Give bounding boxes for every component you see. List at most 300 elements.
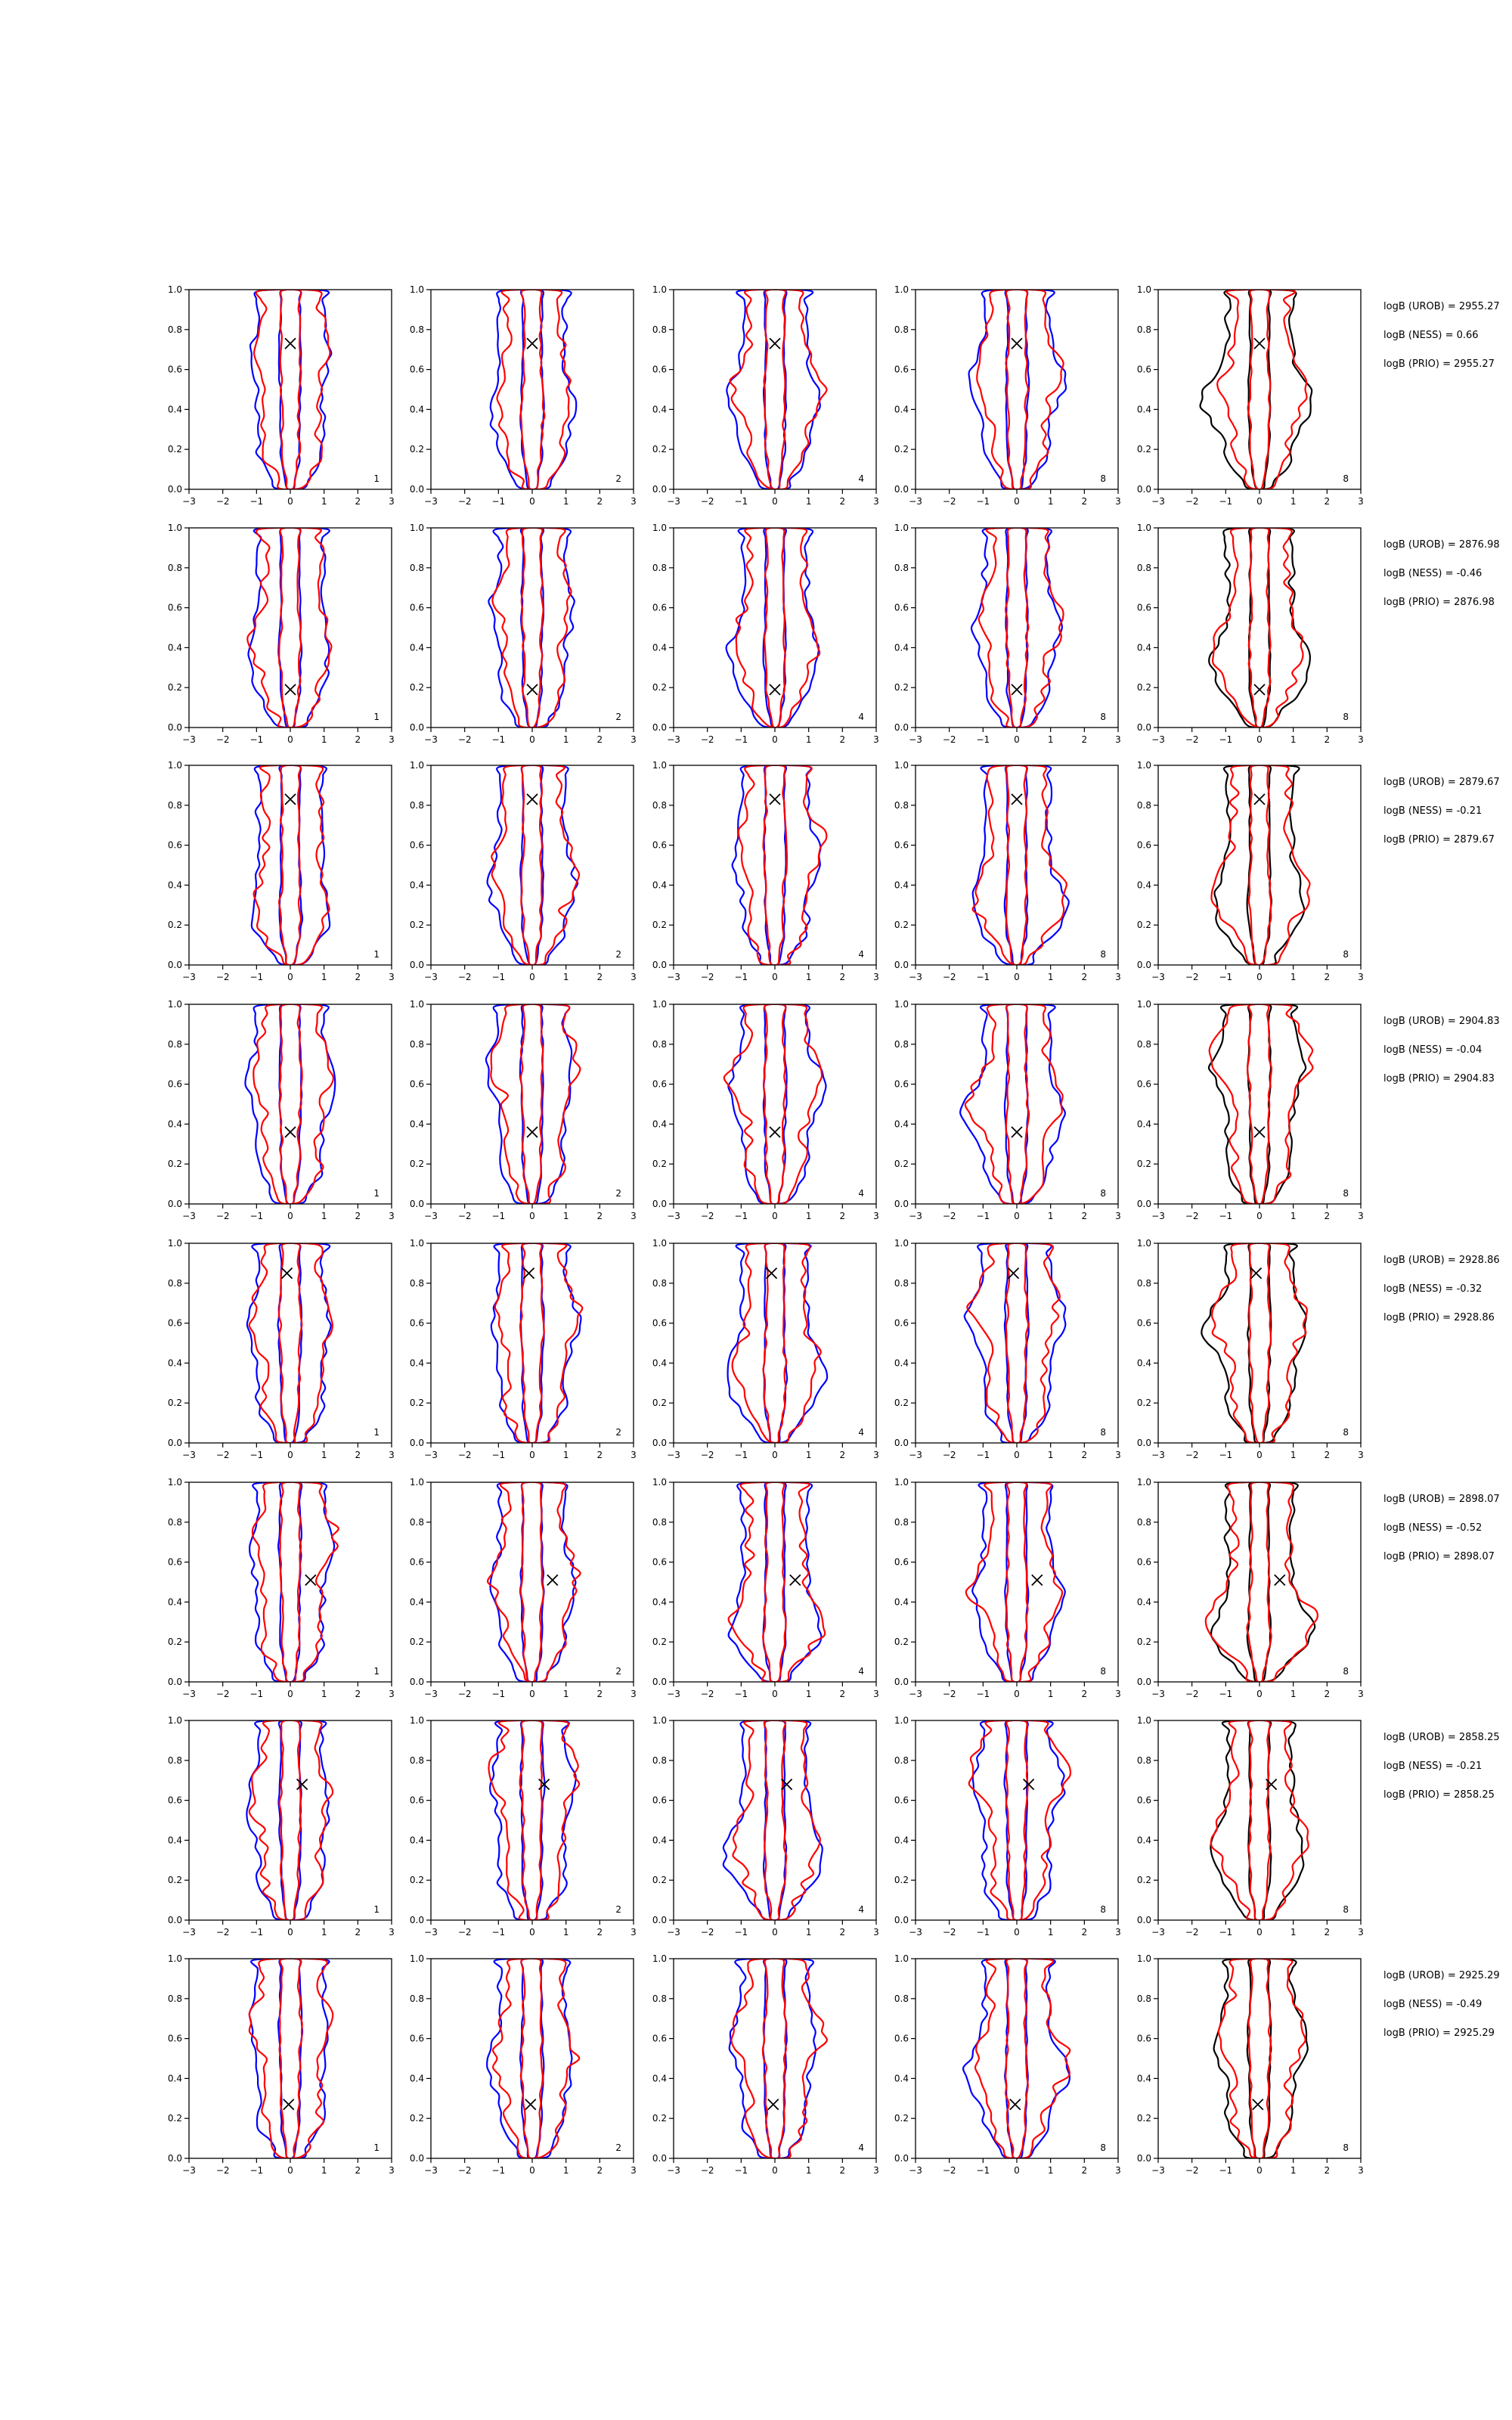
y-tick-label: 0.8 — [652, 1993, 667, 2004]
contour-red-inner-r5-c3 — [764, 1243, 787, 1443]
panel-label-r3-c2: 2 — [615, 949, 621, 960]
y-tick-label: 0.8 — [409, 1516, 424, 1528]
contour-red-outer-r4-c4 — [965, 1004, 1063, 1204]
x-tick-label: −3 — [1151, 1211, 1165, 1221]
x-tick-label: −3 — [909, 1927, 922, 1938]
annotation-r5-1: logB (UROB) = 2928.86 — [1383, 1255, 1500, 1266]
x-tick-label: −1 — [249, 2165, 264, 2176]
y-tick-label: 0.4 — [894, 1835, 909, 1846]
y-tick-label: 0.6 — [409, 1556, 424, 1568]
x-tick-label: 0 — [1014, 1689, 1020, 1699]
y-tick-label: 0.0 — [652, 1199, 667, 1209]
panel-frame-r5-c4 — [916, 1243, 1118, 1443]
contour-red-outer-r7-c5 — [1211, 1720, 1309, 1920]
contour-outer-r1-c5 — [1201, 290, 1312, 489]
y-tick-label: 0.6 — [409, 364, 424, 375]
x-tick-label: 3 — [631, 496, 637, 507]
y-tick-label: 0.6 — [1136, 602, 1151, 613]
y-tick-label: 1.0 — [894, 1715, 909, 1726]
contour-red-inner-r6-c1 — [280, 1482, 301, 1682]
x-tick-label: −3 — [667, 496, 680, 507]
marker-x-r2-c1 — [285, 684, 296, 695]
y-tick-label: 0.0 — [167, 960, 182, 970]
x-tick-label: 0 — [1256, 972, 1263, 982]
contour-red-inner-r1-c4 — [1006, 290, 1028, 489]
x-tick-label: −2 — [1185, 1689, 1199, 1699]
y-tick-label: 1.0 — [1136, 760, 1151, 771]
x-tick-label: −3 — [1151, 496, 1165, 507]
y-tick-label: 0.8 — [894, 324, 909, 335]
panel-r5-c2 — [410, 1238, 637, 1460]
x-tick-label: 3 — [1358, 1450, 1364, 1460]
y-tick-label: 0.2 — [652, 1159, 667, 1170]
panel-frame-r2-c2 — [431, 528, 634, 728]
y-tick-label: 0.2 — [894, 1875, 909, 1886]
y-tick-label: 0.0 — [894, 484, 909, 495]
x-tick-label: 3 — [873, 496, 879, 507]
annotation-r1-3: logB (PRIO) = 2955.27 — [1383, 358, 1495, 370]
y-tick-label: 0.2 — [894, 1398, 909, 1409]
x-tick-label: 3 — [631, 1689, 637, 1699]
x-tick-label: 1 — [562, 1211, 569, 1221]
y-tick-label: 0.8 — [652, 1277, 667, 1289]
panel-frame-r3-c3 — [674, 765, 876, 965]
y-tick-label: 0.2 — [1136, 1159, 1151, 1170]
x-tick-label: −1 — [976, 1689, 990, 1699]
y-tick-label: 0.0 — [409, 1438, 424, 1448]
x-tick-label: −2 — [942, 1211, 956, 1221]
y-tick-label: 0.6 — [409, 1078, 424, 1090]
x-tick-label: 3 — [1358, 1211, 1364, 1221]
panel-label-r2-c4: 8 — [1100, 712, 1106, 722]
x-tick-label: 2 — [839, 1689, 846, 1699]
x-tick-label: −2 — [457, 972, 472, 982]
x-tick-label: −1 — [1219, 1450, 1233, 1460]
panel-frame-r6-c1 — [189, 1482, 392, 1682]
y-tick-label: 0.4 — [652, 642, 667, 653]
marker-x-r4-c5 — [1254, 1127, 1265, 1137]
contour-red-inner-r1-c3 — [764, 290, 786, 489]
x-tick-label: 1 — [1290, 972, 1297, 982]
marker-x-r5-c5 — [1251, 1268, 1262, 1279]
y-tick-label: 0.2 — [894, 920, 909, 931]
y-tick-label: 0.0 — [894, 960, 909, 970]
y-tick-label: 0.0 — [1136, 722, 1151, 733]
panel-r6-c4 — [894, 1477, 1121, 1699]
x-tick-label: 3 — [1115, 734, 1121, 745]
x-tick-label: −3 — [182, 2165, 196, 2176]
panel-frame-r7-c1 — [189, 1720, 392, 1920]
y-tick-label: 0.4 — [894, 2073, 909, 2084]
x-tick-label: 2 — [839, 2165, 846, 2176]
panel-label-r3-c4: 8 — [1100, 949, 1106, 960]
contour-red-inner-r8-c4 — [1005, 1959, 1028, 2158]
y-tick-label: 0.0 — [894, 2153, 909, 2164]
panel-r3-c4 — [894, 760, 1121, 982]
y-tick-label: 0.4 — [1136, 2073, 1151, 2084]
x-tick-label: −3 — [424, 496, 438, 507]
x-tick-label: 2 — [596, 496, 603, 507]
x-tick-label: −3 — [667, 734, 680, 745]
x-tick-label: −1 — [491, 1211, 506, 1221]
y-tick-label: 0.6 — [652, 1556, 667, 1568]
annotation-r1-2: logB (NESS) = 0.66 — [1383, 330, 1479, 341]
x-tick-label: 0 — [1256, 1927, 1263, 1938]
x-tick-label: 1 — [321, 972, 327, 982]
y-tick-label: 0.8 — [167, 1038, 182, 1050]
y-tick-label: 0.2 — [167, 444, 182, 455]
marker-x-r2-c3 — [770, 684, 780, 695]
x-tick-label: 0 — [1014, 1450, 1020, 1460]
y-tick-label: 0.6 — [894, 602, 909, 613]
y-tick-label: 0.2 — [894, 1159, 909, 1170]
contour-red-outer-r1-c1 — [254, 290, 330, 489]
x-tick-label: 1 — [562, 2165, 569, 2176]
x-tick-label: −2 — [942, 1450, 956, 1460]
y-tick-label: 1.0 — [409, 999, 424, 1010]
x-tick-label: 3 — [1358, 1689, 1364, 1699]
x-tick-label: 0 — [1014, 734, 1020, 745]
marker-x-r4-c1 — [285, 1127, 296, 1137]
marker-x-r5-c1 — [282, 1268, 293, 1279]
y-tick-label: 1.0 — [1136, 999, 1151, 1010]
panel-label-r8-c4: 8 — [1100, 2142, 1106, 2153]
panel-r7-c3 — [652, 1715, 879, 1938]
x-tick-label: −3 — [1151, 1927, 1165, 1938]
y-tick-label: 0.6 — [894, 364, 909, 375]
panel-label-r1-c4: 8 — [1100, 473, 1106, 484]
x-tick-label: −1 — [976, 496, 990, 507]
x-tick-label: −2 — [700, 496, 714, 507]
x-tick-label: 3 — [631, 734, 637, 745]
y-tick-label: 0.0 — [167, 1677, 182, 1687]
y-tick-label: 0.6 — [894, 2033, 909, 2044]
panel-frame-r7-c3 — [674, 1720, 876, 1920]
x-tick-label: 0 — [1256, 1211, 1263, 1221]
x-tick-label: 1 — [1290, 1211, 1297, 1221]
y-tick-label: 0.0 — [167, 1438, 182, 1448]
panel-frame-r1-c2 — [431, 290, 634, 489]
x-tick-label: 0 — [287, 972, 293, 982]
y-tick-label: 1.0 — [167, 760, 182, 771]
x-tick-label: −3 — [182, 496, 196, 507]
contour-red-outer-r8-c4 — [975, 1959, 1070, 2158]
panel-frame-r8-c3 — [674, 1959, 876, 2158]
panel-frame-r4-c3 — [674, 1004, 876, 1204]
y-tick-label: 1.0 — [652, 999, 667, 1010]
y-tick-label: 0.6 — [1136, 2033, 1151, 2044]
x-tick-label: −2 — [1185, 2165, 1199, 2176]
panel-label-r7-c5: 8 — [1343, 1904, 1349, 1915]
y-tick-label: 0.2 — [652, 2113, 667, 2124]
x-tick-label: −1 — [249, 972, 264, 982]
panel-r4-c4 — [894, 999, 1121, 1221]
x-tick-label: 1 — [1047, 1211, 1054, 1221]
y-tick-label: 0.0 — [652, 722, 667, 733]
x-tick-label: 0 — [1014, 1927, 1020, 1938]
contour-red-inner-r8-c1 — [280, 1959, 302, 2158]
panel-r5-c5 — [1137, 1238, 1364, 1460]
x-tick-label: 3 — [389, 972, 395, 982]
x-tick-label: 3 — [389, 1689, 395, 1699]
x-tick-label: −3 — [909, 496, 922, 507]
x-tick-label: −3 — [424, 2165, 438, 2176]
panel-r8-c2 — [410, 1953, 637, 2176]
panel-label-r4-c3: 4 — [858, 1188, 864, 1199]
y-tick-label: 0.2 — [1136, 1637, 1151, 1648]
y-tick-label: 0.4 — [894, 642, 909, 653]
x-tick-label: 2 — [1324, 1211, 1331, 1221]
marker-x-r3-c4 — [1012, 794, 1022, 805]
contour-inner-r1-c3 — [764, 290, 786, 489]
x-tick-label: 2 — [355, 1450, 361, 1460]
panel-label-r6-c1: 1 — [373, 1666, 380, 1677]
panel-frame-r6-c4 — [916, 1482, 1118, 1682]
y-tick-label: 0.6 — [409, 2033, 424, 2044]
contour-red-outer-r2-c2 — [492, 528, 571, 728]
panel-frame-r5-c1 — [189, 1243, 392, 1443]
contour-red-inner-r7-c5 — [1248, 1720, 1270, 1920]
contour-red-inner-r8-c5 — [1249, 1959, 1272, 2158]
x-tick-label: −1 — [491, 1450, 506, 1460]
x-tick-label: −1 — [976, 972, 990, 982]
x-tick-label: 2 — [1324, 1450, 1331, 1460]
x-tick-label: −1 — [249, 1450, 264, 1460]
x-tick-label: 1 — [1290, 496, 1297, 507]
panel-label-r5-c4: 8 — [1100, 1427, 1106, 1438]
y-tick-label: 0.4 — [1136, 1118, 1151, 1130]
x-tick-label: 0 — [529, 1689, 535, 1699]
x-tick-label: 1 — [805, 2165, 812, 2176]
x-tick-label: −1 — [734, 1927, 748, 1938]
y-tick-label: 0.2 — [167, 1637, 182, 1648]
x-tick-label: −2 — [700, 734, 714, 745]
y-tick-label: 1.0 — [167, 999, 182, 1010]
x-tick-label: 3 — [1358, 734, 1364, 745]
y-tick-label: 0.0 — [409, 2153, 424, 2164]
panel-frame-r8-c2 — [431, 1959, 634, 2158]
contour-outer-r7-c4 — [973, 1720, 1065, 1920]
x-tick-label: −1 — [249, 496, 264, 507]
y-tick-label: 1.0 — [409, 760, 424, 771]
panel-r5-c1 — [168, 1238, 395, 1460]
x-tick-label: −3 — [424, 1211, 438, 1221]
x-tick-label: 2 — [596, 1927, 603, 1938]
x-tick-label: 0 — [1014, 1211, 1020, 1221]
x-tick-label: 2 — [355, 972, 361, 982]
y-tick-label: 0.2 — [409, 444, 424, 455]
contour-red-inner-r4-c3 — [764, 1004, 785, 1204]
annotation-r1-1: logB (UROB) = 2955.27 — [1383, 301, 1500, 312]
x-tick-label: 0 — [287, 734, 293, 745]
x-tick-label: 3 — [1115, 496, 1121, 507]
contour-red-outer-r1-c5 — [1217, 290, 1306, 489]
y-tick-label: 1.0 — [652, 760, 667, 771]
marker-x-r6-c3 — [790, 1575, 801, 1585]
x-tick-label: 2 — [1081, 1927, 1088, 1938]
panel-label-r2-c1: 1 — [373, 712, 380, 722]
panel-label-r8-c5: 8 — [1343, 2142, 1349, 2153]
y-tick-label: 0.2 — [1136, 1398, 1151, 1409]
x-tick-label: 0 — [1256, 496, 1263, 507]
x-tick-label: 1 — [805, 1927, 812, 1938]
x-tick-label: −2 — [457, 2165, 472, 2176]
y-tick-label: 0.8 — [409, 1277, 424, 1289]
x-tick-label: 3 — [389, 2165, 395, 2176]
x-tick-label: −1 — [1219, 734, 1233, 745]
panel-r8-c3 — [652, 1953, 879, 2176]
y-tick-label: 0.4 — [167, 404, 182, 415]
x-tick-label: 0 — [529, 1211, 535, 1221]
y-tick-label: 0.8 — [894, 1277, 909, 1289]
contour-red-inner-r7-c4 — [1006, 1720, 1028, 1920]
x-tick-label: 0 — [772, 2165, 778, 2176]
x-tick-label: 0 — [1256, 1450, 1263, 1460]
x-tick-label: 2 — [596, 972, 603, 982]
contour-outer-r6-c3 — [729, 1482, 822, 1682]
x-tick-label: −3 — [424, 1689, 438, 1699]
x-tick-label: −3 — [424, 1927, 438, 1938]
x-tick-label: 1 — [321, 734, 327, 745]
y-tick-label: 0.0 — [894, 1915, 909, 1925]
x-tick-label: −2 — [457, 734, 472, 745]
y-tick-label: 0.4 — [652, 1357, 667, 1369]
y-tick-label: 0.4 — [894, 1596, 909, 1608]
marker-x-r6-c4 — [1032, 1575, 1043, 1585]
y-tick-label: 0.0 — [167, 2153, 182, 2164]
y-tick-label: 0.2 — [167, 1159, 182, 1170]
x-tick-label: 0 — [287, 1450, 293, 1460]
marker-x-r4-c2 — [527, 1127, 538, 1137]
x-tick-label: −3 — [667, 972, 680, 982]
x-tick-label: −3 — [1151, 2165, 1165, 2176]
y-tick-label: 1.0 — [167, 523, 182, 533]
y-tick-label: 0.0 — [1136, 1199, 1151, 1209]
panel-r8-c4 — [894, 1953, 1121, 2176]
x-tick-label: 1 — [1047, 1450, 1054, 1460]
x-tick-label: −3 — [1151, 734, 1165, 745]
y-tick-label: 0.6 — [409, 602, 424, 613]
panel-frame-r6-c3 — [674, 1482, 876, 1682]
x-tick-label: 2 — [355, 1927, 361, 1938]
x-tick-label: −3 — [182, 734, 196, 745]
x-tick-label: −2 — [215, 1211, 230, 1221]
x-tick-label: −1 — [491, 2165, 506, 2176]
x-tick-label: 1 — [1047, 1689, 1054, 1699]
panel-r7-c1 — [168, 1715, 395, 1938]
x-tick-label: 1 — [1047, 496, 1054, 507]
x-tick-label: 2 — [1081, 2165, 1088, 2176]
contour-red-inner-r1-c2 — [521, 290, 545, 489]
y-tick-label: 0.8 — [409, 1754, 424, 1766]
contour-outer-r3-c3 — [733, 765, 821, 965]
x-tick-label: −1 — [491, 972, 506, 982]
y-tick-label: 0.4 — [652, 1835, 667, 1846]
x-tick-label: 2 — [355, 496, 361, 507]
x-tick-label: 1 — [805, 496, 812, 507]
x-tick-label: 2 — [839, 1927, 846, 1938]
x-tick-label: −3 — [182, 1450, 196, 1460]
y-tick-label: 0.4 — [1136, 880, 1151, 891]
panel-frame-r8-c5 — [1158, 1959, 1361, 2158]
panel-r3-c3 — [652, 760, 879, 982]
annotation-r3-2: logB (NESS) = -0.21 — [1383, 805, 1483, 817]
x-tick-label: 0 — [529, 2165, 535, 2176]
y-tick-label: 1.0 — [409, 523, 424, 533]
panel-r4-c5 — [1137, 999, 1364, 1221]
x-tick-label: 2 — [1081, 734, 1088, 745]
y-tick-label: 1.0 — [894, 523, 909, 533]
y-tick-label: 0.6 — [652, 2033, 667, 2044]
y-tick-label: 0.8 — [894, 1516, 909, 1528]
x-tick-label: −1 — [1219, 496, 1233, 507]
panel-label-r6-c2: 2 — [615, 1666, 621, 1677]
x-tick-label: −2 — [215, 1450, 230, 1460]
x-tick-label: 0 — [529, 1450, 535, 1460]
panel-label-r3-c3: 4 — [858, 949, 864, 960]
annotation-r4-3: logB (PRIO) = 2904.83 — [1383, 1073, 1495, 1084]
x-tick-label: 1 — [1047, 734, 1054, 745]
panel-label-r8-c3: 4 — [858, 2142, 864, 2153]
x-tick-label: 0 — [1256, 2165, 1263, 2176]
x-tick-label: −3 — [909, 2165, 922, 2176]
y-tick-label: 1.0 — [409, 1715, 424, 1726]
y-tick-label: 0.4 — [652, 880, 667, 891]
panel-label-r1-c2: 2 — [615, 473, 621, 484]
panel-label-r7-c1: 1 — [373, 1904, 380, 1915]
x-tick-label: 3 — [1115, 1450, 1121, 1460]
y-tick-label: 0.4 — [167, 1118, 182, 1130]
contour-red-outer-r5-c2 — [495, 1243, 582, 1443]
y-tick-label: 0.4 — [1136, 642, 1151, 653]
panel-r4-c1 — [168, 999, 395, 1221]
contour-red-inner-r3-c5 — [1249, 765, 1271, 965]
y-tick-label: 0.0 — [167, 1199, 182, 1209]
y-tick-label: 0.4 — [894, 1357, 909, 1369]
y-tick-label: 0.8 — [1136, 799, 1151, 811]
y-tick-label: 0.4 — [167, 2073, 182, 2084]
marker-x-r3-c5 — [1254, 794, 1265, 805]
x-tick-label: −2 — [215, 972, 230, 982]
annotation-r6-3: logB (PRIO) = 2898.07 — [1383, 1551, 1495, 1562]
panel-label-r4-c4: 8 — [1100, 1188, 1106, 1199]
y-tick-label: 0.6 — [1136, 1795, 1151, 1806]
y-tick-label: 0.0 — [409, 1677, 424, 1687]
x-tick-label: 0 — [287, 1927, 293, 1938]
x-tick-label: 1 — [562, 1689, 569, 1699]
y-tick-label: 1.0 — [652, 1238, 667, 1249]
x-tick-label: 1 — [805, 1689, 812, 1699]
x-tick-label: 0 — [1014, 972, 1020, 982]
panel-label-r3-c5: 8 — [1343, 949, 1349, 960]
x-tick-label: −1 — [734, 496, 748, 507]
x-tick-label: 3 — [1358, 2165, 1364, 2176]
x-tick-label: 3 — [389, 734, 395, 745]
panel-r3-c5 — [1137, 760, 1364, 982]
panel-frame-r2-c1 — [189, 528, 392, 728]
y-tick-label: 0.2 — [894, 2113, 909, 2124]
panel-frame-r1-c1 — [189, 290, 392, 489]
x-tick-label: −1 — [734, 734, 748, 745]
y-tick-label: 0.2 — [894, 444, 909, 455]
contour-red-inner-r8-c2 — [521, 1959, 543, 2158]
annotation-r4-2: logB (NESS) = -0.04 — [1383, 1044, 1483, 1056]
x-tick-label: −2 — [700, 1689, 714, 1699]
y-tick-label: 0.0 — [894, 722, 909, 733]
y-tick-label: 0.4 — [652, 2073, 667, 2084]
panel-label-r5-c2: 2 — [615, 1427, 621, 1438]
panel-frame-r5-c3 — [674, 1243, 876, 1443]
